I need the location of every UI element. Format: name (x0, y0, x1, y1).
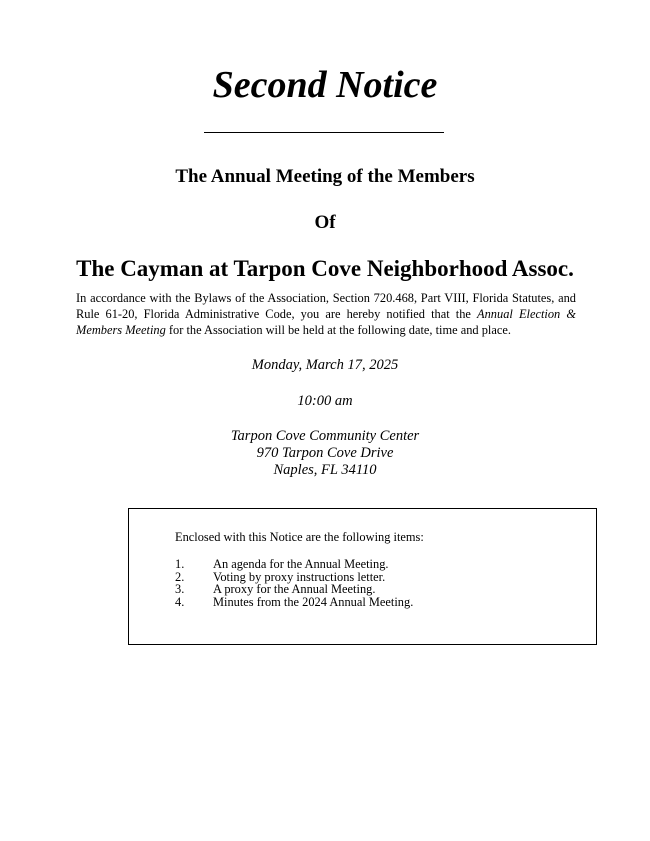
notice-intro-text: In accordance with the Bylaws of the Association, Section 720.468, Part VIII, Florida Statutes, and Rule 61-20, Florida Administrative Code, you are hereby notified that the (76, 291, 576, 321)
enclosures-box (128, 508, 597, 645)
enclosures-intro: Enclosed with this Notice are the following items: (175, 530, 424, 544)
list-item-text: A proxy for the Annual Meeting. (213, 582, 376, 596)
list-item (175, 596, 413, 609)
meeting-date: Monday, March 17, 2025 (251, 357, 399, 373)
meeting-name: Annual Election & Members Meeting (76, 306, 576, 337)
list-item-text: Voting by proxy instructions letter. (213, 569, 386, 584)
enclosures-list (175, 558, 413, 608)
list-item-text: An agenda for the Annual Meeting. (213, 557, 389, 571)
list-item-number: 1. (175, 557, 185, 571)
location-city: Naples, FL 34110 (273, 462, 377, 478)
association-name: The Cayman at Tarpon Cove Neighborhood Assoc. (76, 256, 574, 281)
title-divider (204, 132, 444, 133)
notice-outro-text: for the Association will be held at the following date, time and place. (165, 322, 511, 337)
list-item (175, 583, 413, 596)
page-title: Second Notice (212, 64, 438, 106)
list-item-text: Minutes from the 2024 Annual Meeting. (213, 594, 414, 609)
list-item-number: 3. (175, 582, 185, 596)
list-item (175, 558, 413, 571)
location-street: 970 Tarpon Cove Drive (256, 445, 394, 461)
of-heading: Of (314, 212, 336, 233)
meeting-time: 10:00 am (297, 393, 353, 409)
notice-paragraph (76, 291, 576, 338)
location-name: Tarpon Cove Community Center (230, 428, 420, 444)
list-item-number: 4. (175, 594, 185, 609)
meeting-heading: The Annual Meeting of the Members (175, 166, 475, 187)
list-item-number: 2. (175, 569, 185, 584)
